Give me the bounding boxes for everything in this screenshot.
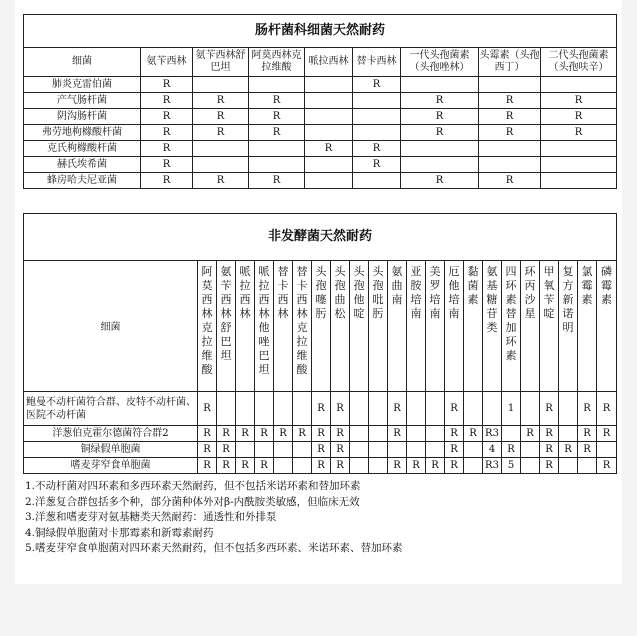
resistance-cell [236, 442, 255, 458]
resistance-cell: R [236, 458, 255, 474]
resistance-cell: R [541, 109, 617, 125]
resistance-cell: R [479, 109, 541, 125]
row-bacteria-name: 阴沟肠杆菌 [24, 109, 141, 125]
row-bacteria-name: 肺炎克雷伯菌 [24, 77, 141, 93]
table-row [24, 442, 617, 458]
resistance-cell: R [141, 125, 193, 141]
footnote: 5.嗜麦芽窄食单胞菌对四环素天然耐药，但不包括多西环素、米诺环素、替加环素 [25, 542, 403, 554]
column-header-label: 磷霉素 [601, 265, 613, 306]
resistance-cell [305, 173, 353, 189]
resistance-cell: R [305, 141, 353, 157]
resistance-cell: R [217, 442, 236, 458]
resistance-cell: R [388, 458, 407, 474]
resistance-cell [388, 442, 407, 458]
resistance-cell: R [541, 93, 617, 109]
column-header-antibiotic: 氨苄西林 [141, 48, 193, 77]
column-header-label: 环丙沙星 [524, 265, 536, 320]
resistance-cell [369, 426, 388, 442]
resistance-cell: R3 [483, 426, 502, 442]
resistance-cell: R [331, 442, 350, 458]
resistance-cell [305, 93, 353, 109]
table2-title: 非发酵菌天然耐药 [24, 214, 617, 261]
column-header-bacteria: 细菌 [24, 48, 141, 77]
resistance-cell: R [141, 93, 193, 109]
resistance-cell: R [597, 426, 617, 442]
resistance-cell: R [274, 426, 293, 442]
resistance-cell: R [401, 125, 479, 141]
document-page [15, 0, 622, 584]
resistance-cell: R [597, 458, 617, 474]
column-header-antibiotic [388, 261, 407, 392]
column-header-antibiotic [274, 261, 293, 392]
footnotes [25, 479, 615, 557]
resistance-cell [521, 442, 540, 458]
table-row [24, 426, 617, 442]
resistance-cell: R [198, 392, 217, 426]
column-header-antibiotic [217, 261, 236, 392]
resistance-cell [305, 77, 353, 93]
resistance-cell [407, 392, 426, 426]
resistance-cell [521, 392, 540, 426]
resistance-cell: R [401, 93, 479, 109]
resistance-cell: R [388, 392, 407, 426]
column-header-label: 阿莫西林克拉维酸 [201, 265, 213, 376]
resistance-cell [483, 392, 502, 426]
resistance-cell: R [407, 458, 426, 474]
column-header-antibiotic: 氨苄西林舒巴坦 [193, 48, 249, 77]
footnote: 4.铜绿假单胞菌对卡那霉素和新霉素耐药 [25, 526, 214, 539]
resistance-cell [541, 173, 617, 189]
resistance-cell [407, 442, 426, 458]
column-header-label: 头孢他啶 [353, 265, 365, 320]
table-row [24, 157, 617, 173]
column-header-antibiotic [236, 261, 255, 392]
table-row [24, 109, 617, 125]
column-header-label: 氨苄西林舒巴坦 [220, 265, 232, 362]
resistance-cell [464, 392, 483, 426]
resistance-cell [255, 392, 274, 426]
column-header-antibiotic [198, 261, 217, 392]
resistance-cell: R [479, 173, 541, 189]
column-header-label: 头孢噻肟 [315, 265, 327, 320]
resistance-cell: R [541, 125, 617, 141]
column-header-label: 氨基糖苷类 [486, 265, 498, 334]
column-header-antibiotic: 阿莫西林克拉维酸 [249, 48, 305, 77]
resistance-cell: R [193, 109, 249, 125]
resistance-cell: 1 [502, 392, 521, 426]
resistance-cell: R [502, 442, 521, 458]
resistance-cell [353, 109, 401, 125]
resistance-cell: R [331, 458, 350, 474]
resistance-cell [249, 141, 305, 157]
column-header-antibiotic [369, 261, 388, 392]
resistance-cell [274, 392, 293, 426]
row-bacteria-name: 嗜麦芽窄食单胞菌 [24, 458, 198, 474]
resistance-cell [274, 458, 293, 474]
resistance-cell [305, 125, 353, 141]
resistance-cell: R [198, 426, 217, 442]
resistance-cell: R3 [483, 458, 502, 474]
resistance-cell: R [312, 442, 331, 458]
row-bacteria-name: 赫氏埃希菌 [24, 157, 141, 173]
resistance-cell: R [217, 426, 236, 442]
resistance-cell [193, 77, 249, 93]
column-header-antibiotic [578, 261, 597, 392]
column-header-antibiotic [521, 261, 540, 392]
resistance-cell [479, 77, 541, 93]
resistance-cell [401, 77, 479, 93]
resistance-cell [293, 442, 312, 458]
resistance-cell [479, 141, 541, 157]
resistance-cell: R [249, 93, 305, 109]
resistance-cell: R [141, 157, 193, 173]
resistance-cell [305, 157, 353, 173]
resistance-cell [350, 442, 369, 458]
resistance-cell [249, 157, 305, 173]
resistance-cell [350, 392, 369, 426]
row-bacteria-name: 洋葱伯克霍尔德菌符合群2 [24, 426, 198, 442]
resistance-cell: R [353, 157, 401, 173]
table-row [24, 141, 617, 157]
resistance-cell: R [312, 458, 331, 474]
resistance-cell: R [479, 93, 541, 109]
resistance-cell: R [249, 125, 305, 141]
column-header-label: 亚胺培南 [410, 265, 422, 320]
resistance-cell: R [141, 77, 193, 93]
column-header-antibiotic [331, 261, 350, 392]
column-header-antibiotic [350, 261, 369, 392]
column-header-label: 哌拉西林他唑巴坦 [258, 265, 270, 376]
resistance-cell: R [353, 77, 401, 93]
footnote: 2.洋葱复合群包括多个种，部分菌种体外对β-内酰胺类敏感，但临床无效 [25, 495, 360, 508]
column-header-antibiotic [312, 261, 331, 392]
resistance-cell: R [388, 426, 407, 442]
column-header-label: 氯霉素 [581, 265, 593, 306]
resistance-cell: 5 [502, 458, 521, 474]
resistance-cell: R [293, 426, 312, 442]
resistance-cell: R [236, 426, 255, 442]
resistance-cell [597, 442, 617, 458]
resistance-cell [255, 442, 274, 458]
resistance-cell [236, 392, 255, 426]
resistance-cell: R [521, 426, 540, 442]
resistance-cell [559, 458, 578, 474]
resistance-cell [401, 157, 479, 173]
column-header-label: 哌拉西林 [239, 265, 251, 320]
resistance-cell [502, 426, 521, 442]
resistance-cell [293, 458, 312, 474]
resistance-cell: R [540, 442, 559, 458]
resistance-cell [369, 458, 388, 474]
column-header-antibiotic [540, 261, 559, 392]
resistance-cell: R [464, 426, 483, 442]
column-header-antibiotic: 二代头孢菌素（头孢呋辛） [541, 48, 617, 77]
resistance-cell: R [193, 93, 249, 109]
resistance-cell [305, 109, 353, 125]
footnote: 1.不动杆菌对四环素和多西环素天然耐药，但不包括米诺环素和替加环素 [25, 480, 361, 492]
table-row [24, 458, 617, 474]
resistance-cell [464, 442, 483, 458]
column-header-label: 黏菌素 [467, 265, 479, 306]
resistance-cell: R [312, 426, 331, 442]
resistance-cell: R [353, 141, 401, 157]
row-bacteria-name: 蜂房哈夫尼亚菌 [24, 173, 141, 189]
resistance-cell: R [445, 392, 464, 426]
resistance-cell [369, 442, 388, 458]
resistance-cell: R [217, 458, 236, 474]
resistance-cell [293, 392, 312, 426]
column-header-label: 头孢吡肟 [372, 265, 384, 320]
resistance-cell [541, 157, 617, 173]
column-header-label: 氨曲南 [391, 265, 403, 306]
resistance-cell: R [141, 173, 193, 189]
resistance-cell [559, 426, 578, 442]
row-bacteria-name: 产气肠杆菌 [24, 93, 141, 109]
resistance-cell [350, 458, 369, 474]
resistance-cell: R [401, 173, 479, 189]
resistance-cell: R [479, 125, 541, 141]
resistance-cell [541, 141, 617, 157]
resistance-cell: R [445, 458, 464, 474]
resistance-cell: R [540, 392, 559, 426]
resistance-cell [353, 93, 401, 109]
column-header-antibiotic [426, 261, 445, 392]
resistance-cell [274, 442, 293, 458]
column-header-antibiotic [255, 261, 274, 392]
resistance-cell: R [193, 125, 249, 141]
resistance-cell [426, 442, 445, 458]
resistance-cell: R [578, 442, 597, 458]
resistance-cell: R [331, 392, 350, 426]
column-header-antibiotic: 替卡西林 [353, 48, 401, 77]
resistance-cell: R [249, 173, 305, 189]
resistance-cell: R [312, 392, 331, 426]
column-header-antibiotic: 一代头孢菌素（头孢唑林） [401, 48, 479, 77]
column-header-label: 甲氧苄啶 [543, 265, 555, 320]
resistance-cell [407, 426, 426, 442]
column-header-antibiotic: 哌拉西林 [305, 48, 353, 77]
resistance-cell: R [255, 426, 274, 442]
column-header-antibiotic [597, 261, 617, 392]
resistance-cell: R [426, 458, 445, 474]
resistance-cell: R [597, 392, 617, 426]
resistance-cell: R [141, 109, 193, 125]
resistance-cell [401, 141, 479, 157]
column-header-antibiotic [293, 261, 312, 392]
column-header-antibiotic [407, 261, 426, 392]
row-bacteria-name: 鲍曼不动杆菌符合群、皮特不动杆菌、医院不动杆菌 [24, 392, 198, 426]
resistance-cell [193, 141, 249, 157]
table-row [24, 173, 617, 189]
resistance-cell: R [401, 109, 479, 125]
resistance-cell [217, 392, 236, 426]
resistance-cell [369, 392, 388, 426]
column-header-antibiotic: 头霉素（头孢西丁） [479, 48, 541, 77]
nonfermenter-resistance-table [23, 213, 617, 474]
resistance-cell: R [198, 442, 217, 458]
column-header-label: 厄他培南 [448, 265, 460, 320]
column-header-antibiotic [483, 261, 502, 392]
resistance-cell: R [445, 426, 464, 442]
enterobacteriaceae-resistance-table [23, 14, 617, 189]
table-row [24, 93, 617, 109]
table1-title: 肠杆菌科细菌天然耐药 [24, 15, 617, 48]
resistance-cell: R [141, 141, 193, 157]
resistance-cell [249, 77, 305, 93]
resistance-cell [350, 426, 369, 442]
resistance-cell [426, 392, 445, 426]
column-header-label: 复方新诺明 [562, 265, 574, 334]
resistance-cell [479, 157, 541, 173]
resistance-cell [426, 426, 445, 442]
row-bacteria-name: 铜绿假单胞菌 [24, 442, 198, 458]
resistance-cell: R [255, 458, 274, 474]
table-row [24, 125, 617, 141]
resistance-cell [578, 458, 597, 474]
resistance-cell [353, 173, 401, 189]
resistance-cell: R [540, 458, 559, 474]
resistance-cell [353, 125, 401, 141]
footnote: 3.洋葱和嗜麦芽对氨基糖类天然耐药：通透性和外排泵 [25, 511, 277, 523]
column-header-label: 四环素替加环素 [505, 265, 517, 362]
resistance-cell: R [578, 392, 597, 426]
resistance-cell [521, 458, 540, 474]
resistance-cell: R [249, 109, 305, 125]
resistance-cell: R [559, 442, 578, 458]
resistance-cell [559, 392, 578, 426]
resistance-cell: R [540, 426, 559, 442]
column-header-antibiotic [445, 261, 464, 392]
resistance-cell: R [193, 173, 249, 189]
table-row [24, 392, 617, 426]
resistance-cell: R [445, 442, 464, 458]
column-header-label: 美罗培南 [429, 265, 441, 320]
column-header-label: 替卡西林 [277, 265, 289, 320]
row-bacteria-name: 弗劳地枸橼酸杆菌 [24, 125, 141, 141]
resistance-cell: R [198, 458, 217, 474]
column-header-bacteria: 细菌 [24, 261, 198, 392]
column-header-label: 替卡西林克拉维酸 [296, 265, 308, 376]
column-header-label: 头孢曲松 [334, 265, 346, 320]
resistance-cell [193, 157, 249, 173]
resistance-cell [541, 77, 617, 93]
row-bacteria-name: 克氏枸橼酸杆菌 [24, 141, 141, 157]
column-header-antibiotic [502, 261, 521, 392]
resistance-cell: R [578, 426, 597, 442]
table-row [24, 77, 617, 93]
resistance-cell: R [331, 426, 350, 442]
column-header-antibiotic [559, 261, 578, 392]
resistance-cell: 4 [483, 442, 502, 458]
column-header-antibiotic [464, 261, 483, 392]
resistance-cell [464, 458, 483, 474]
